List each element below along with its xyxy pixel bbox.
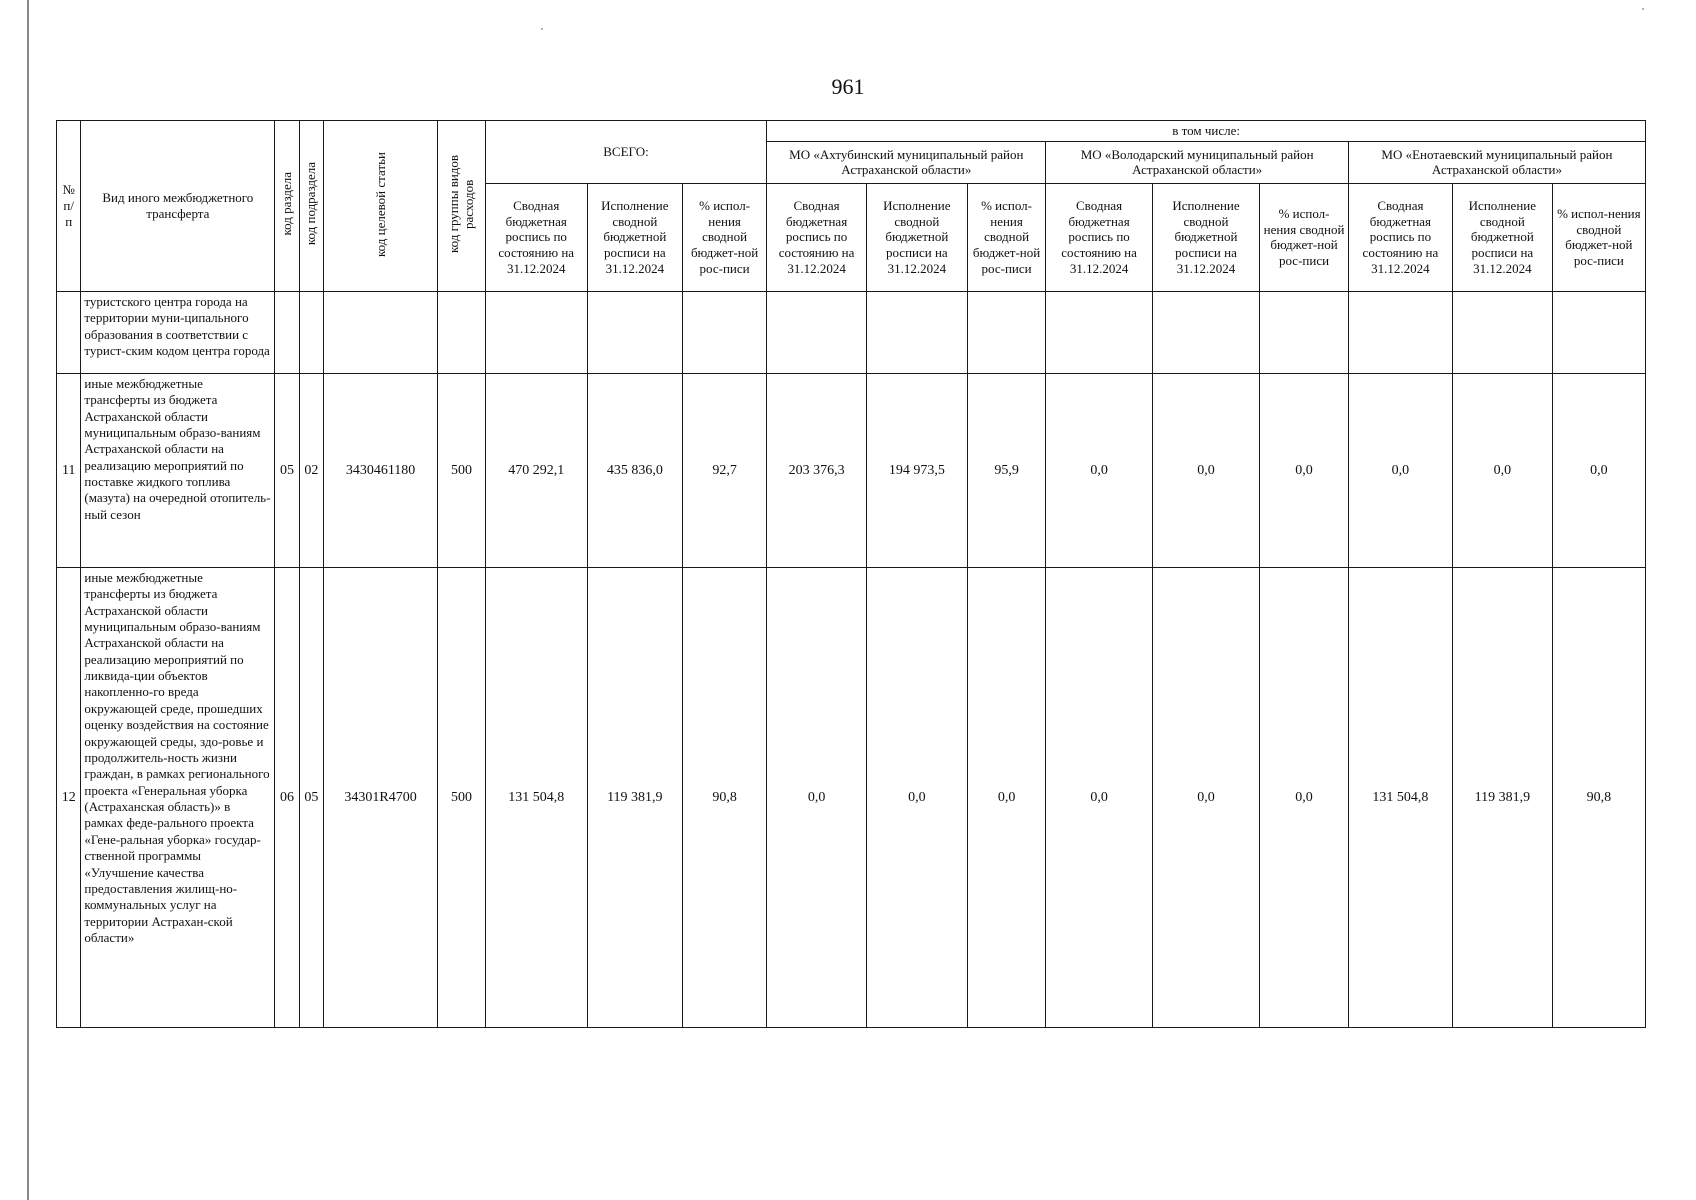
row-mo3-executed: 0,0	[1452, 373, 1552, 567]
header-mo1-executed: Исполнение сводной бюджетной росписи на 31.12.2024	[866, 183, 967, 291]
row-mo2-percent: 0,0	[1260, 373, 1349, 567]
row-mo1-executed	[866, 291, 967, 373]
header-total-executed: Исполнение сводной бюджетной росписи на 31.12.2024	[587, 183, 682, 291]
row-mo1-executed: 194 973,5	[866, 373, 967, 567]
row-index: 11	[57, 373, 81, 567]
budget-table	[56, 120, 1646, 1028]
header-mo2-planned: Сводная бюджетная роспись по состоянию на 31.12.2024	[1046, 183, 1152, 291]
row-mo3-percent: 0,0	[1552, 373, 1645, 567]
row-total-executed: 435 836,0	[587, 373, 682, 567]
row-group: 500	[438, 373, 486, 567]
row-group: 500	[438, 567, 486, 1027]
row-total-percent: 92,7	[682, 373, 766, 567]
scan-speck	[1642, 8, 1644, 10]
table-row-continuation	[57, 291, 1646, 373]
row-group	[438, 291, 486, 373]
row-mo3-planned: 0,0	[1348, 373, 1452, 567]
row-section: 06	[275, 567, 299, 1027]
table-row-11	[57, 373, 1646, 567]
row-mo1-percent	[967, 291, 1046, 373]
row-total-planned: 131 504,8	[485, 567, 587, 1027]
row-mo1-planned: 203 376,3	[767, 373, 867, 567]
header-mo1-percent: % испол-нения сводной бюджет-ной рос-писи	[967, 183, 1046, 291]
row-target: 3430461180	[324, 373, 438, 567]
row-target: 34301R4700	[324, 567, 438, 1027]
row-mo3-executed	[1452, 291, 1552, 373]
row-index	[57, 291, 81, 373]
row-total-percent	[682, 291, 766, 373]
row-total-percent: 90,8	[682, 567, 766, 1027]
row-mo2-executed: 0,0	[1152, 373, 1259, 567]
table-row-12	[57, 567, 1646, 1027]
row-name: иные межбюджетные трансферты из бюджета Астраханской области муниципальным образо-ваниям Астраханской области на реализацию мероприятий по поставке жидкого топлива (мазута) на очередной отопитель-ный сезон	[81, 373, 275, 567]
header-subsection-code: код подраздела	[299, 121, 323, 292]
row-total-planned: 470 292,1	[485, 373, 587, 567]
header-mo2-percent: % испол-нения сводной бюджет-ной рос-писи	[1260, 183, 1349, 291]
row-mo2-planned	[1046, 291, 1152, 373]
row-total-planned	[485, 291, 587, 373]
row-mo2-executed: 0,0	[1152, 567, 1259, 1027]
row-mo2-percent: 0,0	[1260, 567, 1349, 1027]
row-mo2-planned: 0,0	[1046, 567, 1152, 1027]
row-mo3-executed: 119 381,9	[1452, 567, 1552, 1027]
header-total: ВСЕГО:	[485, 121, 766, 184]
row-mo3-planned	[1348, 291, 1452, 373]
row-section	[275, 291, 299, 373]
row-target	[324, 291, 438, 373]
row-mo1-percent: 95,9	[967, 373, 1046, 567]
page-number: 961	[831, 74, 865, 99]
row-subsection: 05	[299, 567, 323, 1027]
header-including: в том числе:	[767, 121, 1646, 142]
row-mo2-planned: 0,0	[1046, 373, 1152, 567]
header-expense-group-code: код группы видов расходов	[438, 121, 486, 292]
row-name: иные межбюджетные трансферты из бюджета Астраханской области муниципальным образо-ваниям Астраханской области на реализацию мероприятий по ликвида-ции объектов накопленно-го вреда окружающей среде, прошедших оценку воздействия на состояние окружающей среды, здо-ровье и продолжитель-ность жизни граждан, в рамках регионального проекта «Генеральная уборка (Астраханская область)» в рамках феде-рального проекта «Гене-ральная уборка» государ-ственной программы «Улучшение качества предоставления жилищ-но-коммунальных услуг на территории Астрахан-ской области»	[81, 567, 275, 1027]
row-section: 05	[275, 373, 299, 567]
row-mo3-planned: 131 504,8	[1348, 567, 1452, 1027]
row-mo2-executed	[1152, 291, 1259, 373]
header-target-code: код целевой статьи	[324, 121, 438, 292]
header-mo-enotaevsky: МО «Енотаевский муниципальный район Астраханской области»	[1348, 141, 1645, 183]
header-transfer-type: Вид иного межбюджетного трансферта	[81, 121, 275, 292]
header-mo3-percent: % испол-нения сводной бюджет-ной рос-писи	[1552, 183, 1645, 291]
row-total-executed: 119 381,9	[587, 567, 682, 1027]
row-mo1-planned	[767, 291, 867, 373]
row-mo3-percent: 90,8	[1552, 567, 1645, 1027]
row-name: туристского центра города на территории муни-ципального образования в соответствии с турист-ским кодом центра города	[81, 291, 275, 373]
header-total-percent: % испол-нения сводной бюджет-ной рос-писи	[682, 183, 766, 291]
left-margin-line	[27, 0, 29, 1200]
row-mo1-percent: 0,0	[967, 567, 1046, 1027]
header-mo-akhtubinsky: МО «Ахтубинский муниципальный район Астраханской области»	[767, 141, 1046, 183]
row-mo3-percent	[1552, 291, 1645, 373]
scan-speck	[541, 28, 543, 30]
row-index: 12	[57, 567, 81, 1027]
row-subsection	[299, 291, 323, 373]
row-subsection: 02	[299, 373, 323, 567]
header-mo-volodarsky: МО «Володарский муниципальный район Астраханской области»	[1046, 141, 1348, 183]
header-mo3-executed: Исполнение сводной бюджетной росписи на 31.12.2024	[1452, 183, 1552, 291]
row-mo2-percent	[1260, 291, 1349, 373]
header-mo3-planned: Сводная бюджетная роспись по состоянию на 31.12.2024	[1348, 183, 1452, 291]
header-index: № п/п	[57, 121, 81, 292]
header-section-code: код раздела	[275, 121, 299, 292]
header-mo2-executed: Исполнение сводной бюджетной росписи на 31.12.2024	[1152, 183, 1259, 291]
row-mo1-planned: 0,0	[767, 567, 867, 1027]
header-total-planned: Сводная бюджетная роспись по состоянию на 31.12.2024	[485, 183, 587, 291]
row-mo1-executed: 0,0	[866, 567, 967, 1027]
row-total-executed	[587, 291, 682, 373]
header-mo1-planned: Сводная бюджетная роспись по состоянию на 31.12.2024	[767, 183, 867, 291]
